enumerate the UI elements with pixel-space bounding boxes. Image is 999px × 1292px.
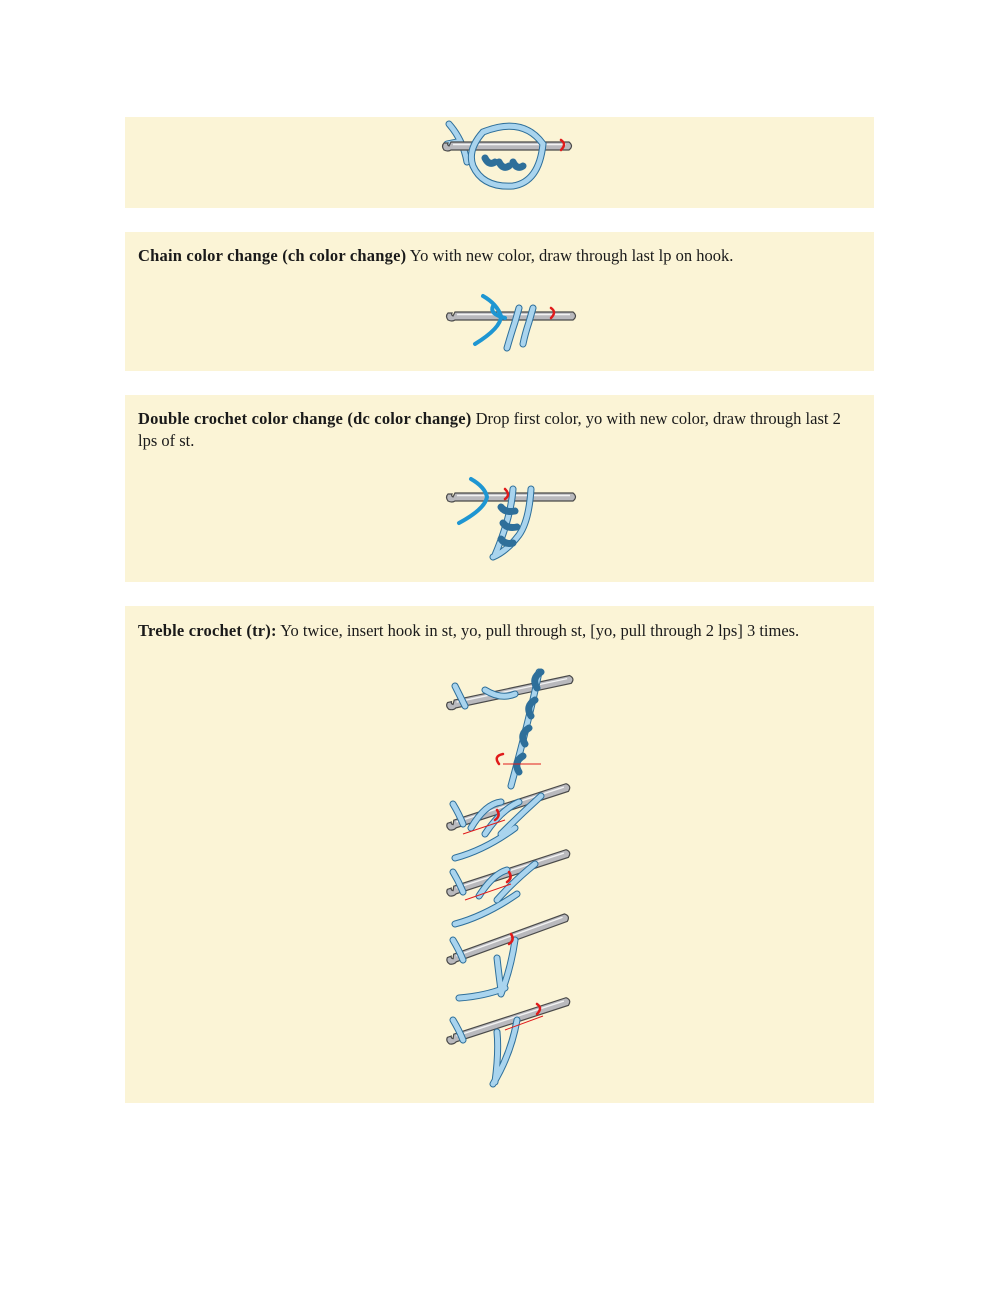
section-panel-3 <box>125 395 874 582</box>
treble-step-4 <box>445 918 575 1008</box>
section-text-3 <box>138 408 864 452</box>
treble-step-1 <box>445 664 575 794</box>
section-text-2 <box>138 245 864 267</box>
slip-knot-illustration <box>443 122 573 192</box>
dc-color-change-illustration <box>445 477 575 561</box>
term-description: Drop first color, yo with new color, draw through last 2 lps of st. <box>138 409 841 450</box>
term-label: Treble crochet (tr): <box>138 621 277 640</box>
term-description: Yo with new color, draw through last lp on hook. <box>406 246 734 265</box>
term-description: Yo twice, insert hook in st, yo, pull through st, [yo, pull through 2 lps] 3 times. <box>276 621 800 640</box>
section-panel-1 <box>125 117 874 208</box>
treble-step-5 <box>445 998 575 1088</box>
section-panel-2 <box>125 232 874 371</box>
chain-color-change-illustration <box>445 294 575 354</box>
term-label: Double crochet color change (dc color change) <box>138 409 472 428</box>
section-text-4 <box>138 620 864 642</box>
term-label: Chain color change (ch color change) <box>138 246 407 265</box>
section-panel-4 <box>125 606 874 1103</box>
